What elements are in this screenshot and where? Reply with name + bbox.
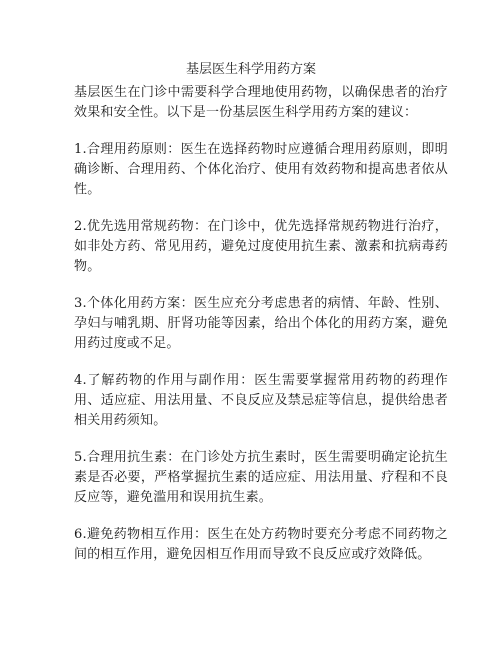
paragraph-item-6: 6.避免药物相互作用：医生在处方药物时要充分考虑不同药物之间的相互作用，避免因相互作用而导致不良反应或疗效降低。 <box>74 527 448 562</box>
paragraph-item-3: 3.个体化用药方案：医生应充分考虑患者的病情、年龄、性别、孕妇与哺乳期、肝肾功能等因素，给出个体化的用药方案，避免用药过度或不足。 <box>74 296 448 351</box>
paragraph-item-5: 5.合理用抗生素：在门诊处方抗生素时，医生需要明确定论抗生素是否必要，严格掌握抗生素的适应症、用法用量、疗程和不良反应等，避免滥用和误用抗生素。 <box>74 450 448 505</box>
paragraph-item-2: 2.优先选用常规药物：在门诊中，优先选择常规药物进行治疗，如非处方药、常见用药，避免过度使用抗生素、激素和抗病毒药物。 <box>74 219 448 274</box>
paragraph-item-4: 4.了解药物的作用与副作用：医生需要掌握常用药物的药理作用、适应症、用法用量、不良反应及禁忌症等信息，提供给患者相关用药须知。 <box>74 373 448 428</box>
paragraph-item-1: 1.合理用药原则：医生在选择药物时应遵循合理用药原则，即明确诊断、合理用药、个体化治疗、使用有效药物和提高患者依从性。 <box>74 142 448 197</box>
document-body <box>74 83 448 582</box>
document-title: 基层医生科学用药方案 <box>185 62 316 77</box>
paragraph-intro: 基层医生在门诊中需要科学合理地使用药物，以确保患者的治疗效果和安全性。以下是一份基层医生科学用药方案的建议： <box>74 85 448 120</box>
